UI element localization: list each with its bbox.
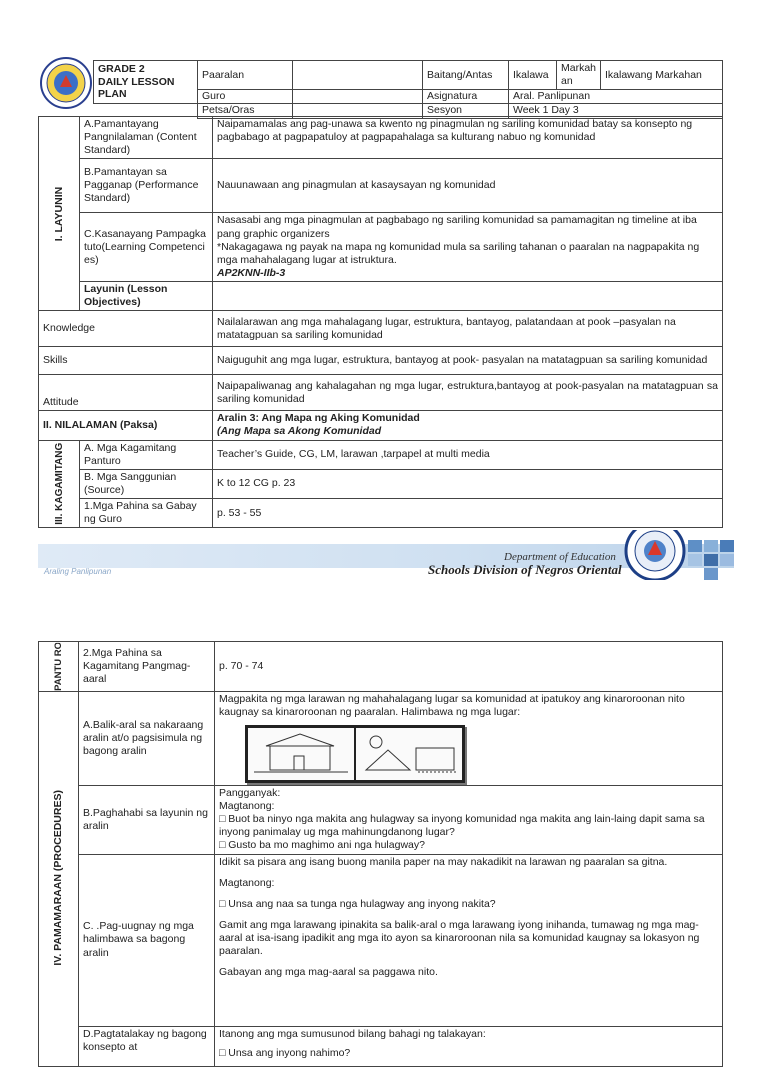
performance-standard-label: B.Pamantayan sa Pagganap (Performance Standard) [80, 159, 213, 213]
pagtatalakay-line-1: Itanong ang mga sumusunod bilang bahagi ng talakayan: [219, 1027, 486, 1040]
markahan-value: Ikalawang Markahan [601, 61, 723, 90]
sesyon-label: Sesyon [423, 104, 509, 118]
competency-code: AP2KNN-IIb-3 [217, 266, 286, 279]
asignatura-value: Aral. Panlipunan [509, 90, 723, 104]
content-standard-value: Naipamamalas ang pag-unawa sa kwento ng pinagmulan ng sariling komunidad batay sa konsepto ng pagbabago at pagpapatuloy at pagpapahalaga sa kulturang nabuo ng komunidad [213, 117, 723, 159]
nilalaman-label: II. NILALAMAN (Paksa) [39, 411, 213, 440]
lesson-objectives-value [213, 282, 723, 311]
question-2-text: □ Gusto ba mo maghimo ani nga hulagway? [219, 839, 425, 852]
guro-label: Guro [198, 90, 293, 104]
competency-line-1: Nasasabi ang mga pinagmulan at pagbabago ng sariling komunidad sa pamamagitan ng timeline at iba pang graphic organizers [217, 214, 697, 240]
balik-aral-value [215, 691, 723, 785]
attitude-label: Attitude [39, 375, 213, 411]
footer-decor-blocks [688, 540, 734, 580]
footer-division-text: Schools Division of Negros Oriental [428, 562, 622, 577]
pag-uugnay-line-5: Gabayan ang mga mag-aaral sa paggawa nito. [219, 966, 438, 979]
skills-label: Skills [39, 347, 213, 375]
nilalaman-value: Aralin 3: Ang Mapa ng Aking Komunidad (Ang Mapa sa Akong Komunidad [213, 411, 723, 440]
pangmag-aaral-label: 2.Mga Pahina sa Kagamitang Pangmag-aaral [79, 642, 215, 692]
gabay-ng-guro-value: p. 53 - 55 [213, 499, 723, 528]
markahan-label: Markahan [557, 61, 601, 90]
layunin-section-label: I. LAYUNIN [39, 117, 80, 311]
asignatura-label: Asignatura [423, 90, 509, 104]
pag-uugnay-line-1: Idikit sa pisara ang isang buong manila paper na may nakadikit na larawan ng paaralan sa gitna. [219, 855, 668, 868]
knowledge-value: Nailalarawan ang mga mahalagang lugar, estruktura, bantayog, palatandaan at pook –pasyalan na matatagpuan sa sariling komunidad [213, 311, 723, 347]
panturo-label: PANTU RO [39, 642, 79, 692]
sesyon-value: Week 1 Day 3 [509, 104, 723, 118]
kagamitan-section-label: III. KAGAMITANG [39, 440, 80, 528]
sanggunian-value: K to 12 CG p. 23 [213, 469, 723, 498]
procedures-table [38, 641, 723, 1067]
skills-value: Naiguguhit ang mga lugar, estruktura, bantayog at pook- pasyalan na matatagpuan sa sariling komunidad [213, 347, 723, 375]
gabay-ng-guro-label: 1.Mga Pahina sa Gabay ng Guro [80, 499, 213, 528]
lesson-plan-table [38, 116, 723, 528]
competency-value [213, 213, 723, 282]
footer-subject-text: Araling Panlipunan [44, 567, 112, 576]
guro-value [293, 90, 423, 104]
pagtatalakay-line-2: □ Unsa ang inyong nahimo? [219, 1046, 351, 1059]
lesson-objectives-label: Layunin (Lesson Objectives) [80, 282, 213, 311]
kagamitang-panturo-value: Teacher’s Guide, CG, LM, larawan ,tarpapel at multi media [213, 440, 723, 469]
pag-uugnay-line-2: Magtanong: [219, 876, 275, 889]
paghahabi-label: B.Paghahabi sa layunin ng aralin [79, 785, 215, 854]
deped-seal [40, 57, 92, 109]
magtanong-text: Magtanong: [219, 800, 275, 813]
knowledge-label: Knowledge [39, 311, 213, 347]
sanggunian-label: B. Mga Sanggunian (Source) [80, 469, 213, 498]
footer-deped-logo [624, 530, 686, 580]
baitang-value: Ikalawa [509, 61, 557, 90]
competency-label: C.Kasanayang Pampagkatuto(Learning Competencies) [80, 213, 213, 282]
pag-uugnay-value [215, 854, 723, 1026]
competency-line-2: *Nakagagawa ng payak na mapa ng komunidad mula sa sariling tahanan o paaralan na nagpapakita ng mga mahahalagang lugar at istruktura. [217, 240, 700, 266]
pangmag-aaral-value: p. 70 - 74 [215, 642, 723, 692]
attitude-value: Naipapaliwanag ang kahalagahan ng mga lugar, estruktura,bantayog at pook-pasyalan na matatagpuan sa sariling komunidad [213, 375, 723, 411]
performance-standard-value: Nauunawaan ang pinagmulan at kasaysayan ng komunidad [213, 159, 723, 213]
pagtatalakay-label: D.Pagtatalakay ng bagong konsepto at [79, 1026, 215, 1066]
dlp-title: GRADE 2 DAILY LESSON PLAN [94, 61, 198, 104]
footer-banner [38, 530, 734, 580]
question-1-text: □ Buot ba ninyo nga makita ang hulagway sa inyong komunidad nga makita ang lain-laing dapit sama sa inyong panimalay ug mga mahinungdanong lugar? [219, 813, 705, 839]
content-standard-label: A.Pamantayang Pangnilalaman (Content Standard) [80, 117, 213, 159]
paaralan-label: Paaralan [198, 61, 293, 90]
pag-uugnay-label: C. .Pag-uugnay ng mga halimbawa sa bagong aralin [79, 854, 215, 1026]
baitang-label: Baitang/Antas [423, 61, 509, 90]
pag-uugnay-line-4: Gamit ang mga larawang ipinakita sa balik-aral o mga larawang iyong inihanda, tumawag ng mga mag-aaral at isa-isang ipadikit ang mga ito ayon sa kinaroroonan nila sa komunidad kaugnay sa lokasyon ng paaralan. [219, 918, 700, 958]
pagtatalakay-value [215, 1026, 723, 1066]
balik-aral-label: A.Balik-aral sa nakaraang aralin at/o pagsisimula ng bagong aralin [79, 691, 215, 785]
kagamitang-panturo-label: A. Mga Kagamitang Panturo [80, 440, 213, 469]
header-table [93, 60, 723, 119]
procedures-section-label: IV. PAMAMARAAN (PROCEDURES) [39, 691, 79, 1066]
pag-uugnay-line-3: □ Unsa ang naa sa tunga nga hulagway ang inyong nakita? [219, 897, 496, 910]
paghahabi-value [215, 785, 723, 854]
example-places-image [245, 725, 465, 783]
paaralan-value [293, 61, 423, 90]
footer-dept-text: Department of Education [504, 551, 616, 563]
balik-aral-text: Magpakita ng mga larawan ng mahahalagang lugar sa komunidad at ipatukoy ang kinaroroonan nito kaugnay sa kinaroroonan ng paaralan. Halimbawa ng mga lugar: [219, 692, 685, 719]
pangganyak-text: Pangganyak: [219, 786, 281, 799]
petsa-label: Petsa/Oras [198, 104, 293, 118]
